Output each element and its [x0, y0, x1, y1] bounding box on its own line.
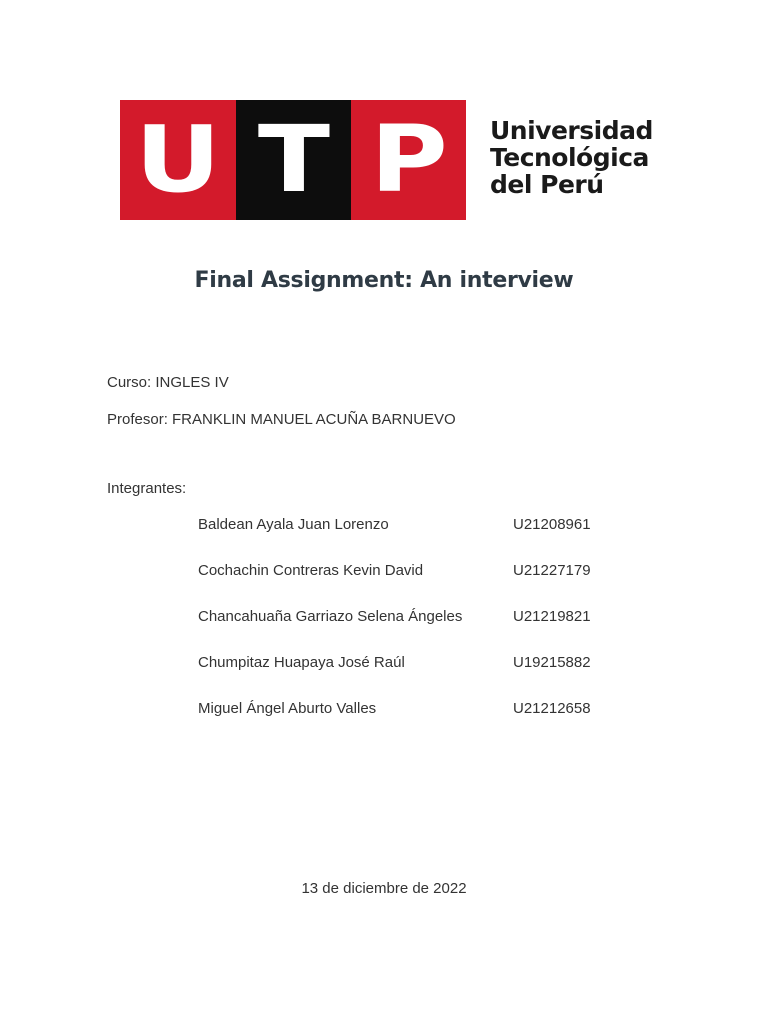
- members-label: Integrantes:: [107, 480, 187, 497]
- university-name-line-3: del Perú: [490, 170, 604, 199]
- member-row: [0, 700, 768, 720]
- logo-mark: [120, 100, 466, 220]
- member-row: [0, 654, 768, 674]
- member-name: Chumpitaz Huapaya José Raúl: [198, 654, 405, 671]
- document-title: Final Assignment: An interview: [194, 268, 574, 293]
- utp-logo: [120, 100, 653, 220]
- document-date: 13 de diciembre de 2022: [301, 880, 467, 897]
- member-code: U19215882: [513, 654, 591, 671]
- logo-letter-u: U: [135, 106, 221, 213]
- member-row: [0, 562, 768, 582]
- member-name: Cochachin Contreras Kevin David: [198, 562, 424, 579]
- logo-letter-p: P: [370, 106, 448, 213]
- member-code: U21219821: [513, 608, 591, 625]
- member-code: U21208961: [513, 516, 591, 533]
- professor-line: Profesor: FRANKLIN MANUEL ACUÑA BARNUEVO: [107, 411, 456, 428]
- university-name: [490, 117, 653, 198]
- member-code: U21212658: [513, 700, 591, 717]
- member-code: U21227179: [513, 562, 591, 579]
- member-name: Baldean Ayala Juan Lorenzo: [198, 516, 389, 533]
- member-name: Chancahuaña Garriazo Selena Ángeles: [198, 608, 463, 625]
- course-line: Curso: INGLES IV: [107, 374, 229, 391]
- university-name-line-2: Tecnológica: [490, 143, 649, 172]
- member-name: Miguel Ángel Aburto Valles: [198, 700, 377, 717]
- member-row: [0, 608, 768, 628]
- member-row: [0, 516, 768, 536]
- logo-letter-t: T: [257, 106, 331, 213]
- university-name-line-1: Universidad: [490, 116, 653, 145]
